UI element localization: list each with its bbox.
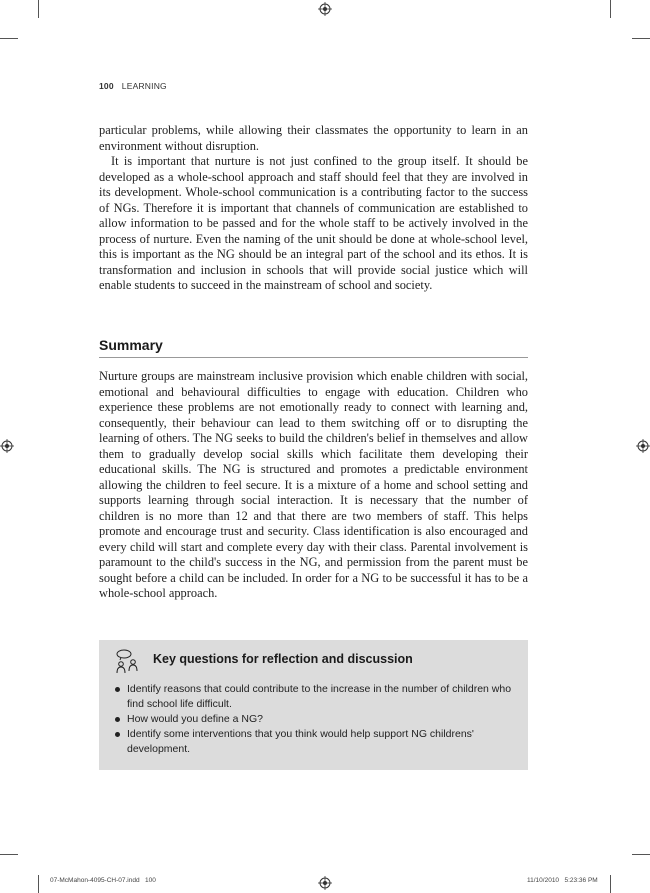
page-number: 100: [99, 81, 114, 91]
registration-mark-icon: [318, 2, 332, 16]
summary-paragraph: Nurture groups are mainstream inclusive provision which enable children with social, emotional and behavioural difficulties to engage with education. Children who experience these problems are not emotionally ready to connect with learning and, consequently, their behaviour can lead to them switching off or to disrupting the learning of others. The NG seeks to build the children's belief in themselves and allow them to gradually develop social skills which facilitate them developing their educational skills. The NG is structured and promotes a predictable environment allowing the children to feel secure. It is a mixture of a home and school setting and supports learning through social interaction. It is necessary that the number of children is no more than 12 and that there are two members of staff. This helps promote and encourage trust and security. Class identification is also encouraged and every child will start and complete every day with their class. Parental involvement is paramount to the child's success in the NG, and permission from the parent must be sought before a child can be included. In order for a NG to be successful it has to be a whole-school approach.: [99, 369, 528, 600]
paragraph: It is important that nurture is not just confined to the group itself. It should be developed as a whole-school approach and staff should feel that they are involved in its development. Whole-school communication is a contributing factor to the success of NGs. Therefore it is important that channels of communication are established to allow information to be passed and for the whole staff to be actively involved in the process of nurture. Even the naming of the unit should be done at whole-school level, this is important as the NG should be an integral part of the school and its ethos. It is transformation and inclusion in schools that will provide social justice which will enable students to succeed in the mainstream of school and society.: [99, 154, 528, 292]
summary-heading: Summary: [99, 337, 528, 358]
key-questions-list: [113, 682, 513, 757]
registration-mark-icon: [318, 876, 332, 890]
key-questions-title: Key questions for reflection and discussion: [153, 652, 413, 666]
summary-text: [99, 369, 528, 602]
crop-mark: [632, 854, 650, 855]
section-title: LEARNING: [121, 81, 167, 91]
key-questions-box: [99, 640, 528, 770]
paragraph: particular problems, while allowing their classmates the opportunity to learn in an environment without disruption.: [99, 123, 528, 153]
discussion-people-icon: [115, 649, 141, 675]
running-head: [99, 81, 167, 91]
footer-file-slug: 07-McMahon-4095-CH-07.indd 100: [50, 877, 156, 884]
crop-mark: [38, 875, 39, 893]
crop-mark: [610, 875, 611, 893]
list-item: Identify reasons that could contribute to the increase in the number of children who find school life difficult.: [113, 682, 513, 712]
list-item: Identify some interventions that you think would help support NG childrens' development.: [113, 727, 513, 757]
list-item: How would you define a NG?: [113, 712, 513, 727]
registration-mark-icon: [0, 439, 14, 453]
crop-mark: [0, 854, 18, 855]
crop-mark: [632, 38, 650, 39]
body-text: [99, 123, 528, 294]
crop-mark: [610, 0, 611, 18]
registration-mark-icon: [636, 439, 650, 453]
footer-timestamp: 11/10/2010 5:23:36 PM: [527, 877, 598, 884]
crop-mark: [0, 38, 18, 39]
crop-mark: [38, 0, 39, 18]
